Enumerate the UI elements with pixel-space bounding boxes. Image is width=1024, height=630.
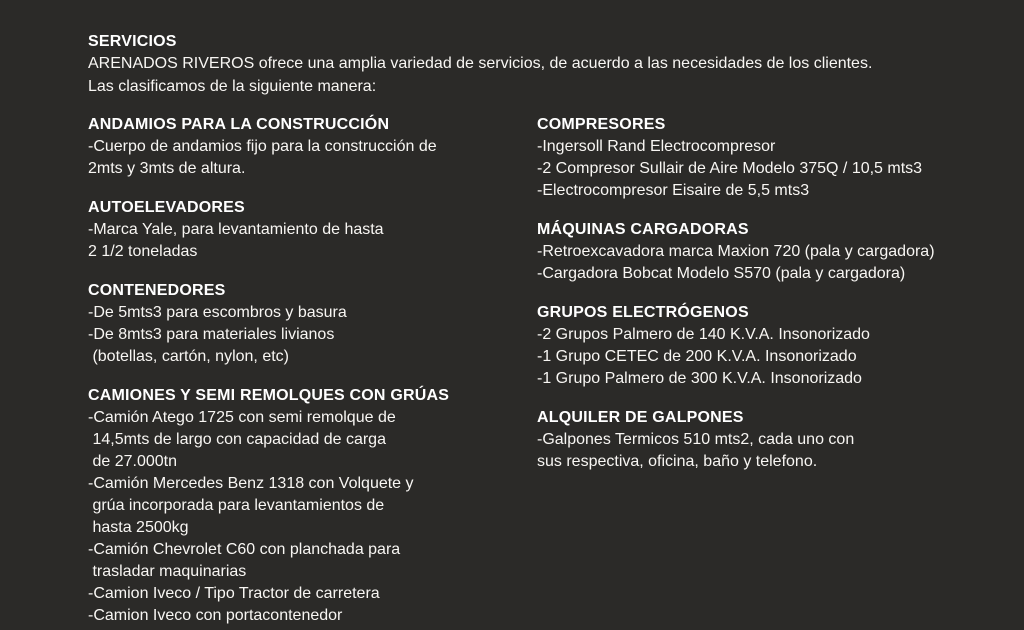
intro-line: Las clasificamos de la siguiente manera: [88, 77, 377, 95]
services-columns [88, 113, 1004, 627]
service-line: -2 Grupos Palmero de 140 K.V.A. Insonorizado [537, 326, 870, 343]
page-header [88, 30, 1004, 98]
service-line: de 27.000tn [88, 453, 177, 470]
service-line: -1 Grupo Palmero de 300 K.V.A. Insonorizado [537, 370, 862, 387]
service-line: -De 8mts3 para materiales livianos [88, 326, 335, 343]
service-line: -Cuerpo de andamios fijo para la construcción de [88, 138, 437, 155]
service-line: hasta 2500kg [88, 519, 189, 536]
section-heading: CONTENEDORES [88, 282, 226, 299]
intro-line: ARENADOS RIVEROS ofrece una amplia variedad de servicios, de acuerdo a las necesidades de los clientes. [88, 55, 873, 72]
section-heading: AUTOELEVADORES [88, 199, 245, 216]
right-column [537, 113, 1004, 473]
page-title: SERVICIOS [88, 33, 177, 50]
service-line: -Camión Mercedes Benz 1318 con Volquete y [88, 475, 414, 492]
service-line: trasladar maquinarias [88, 563, 247, 580]
service-line: -1 Grupo CETEC de 200 K.V.A. Insonorizado [537, 348, 857, 365]
section-heading: GRUPOS ELECTRÓGENOS [537, 304, 749, 321]
section-camiones [88, 384, 537, 627]
section-andamios [88, 113, 537, 180]
service-line: -Camión Chevrolet C60 con planchada para [88, 541, 401, 558]
service-line: 2mts y 3mts de altura. [88, 160, 246, 177]
service-line: -Camión Atego 1725 con semi remolque de [88, 409, 396, 426]
section-heading: COMPRESORES [537, 116, 666, 133]
section-heading: CAMIONES Y SEMI REMOLQUES CON GRÚAS [88, 387, 450, 404]
section-heading: MÁQUINAS CARGADORAS [537, 221, 749, 238]
service-line: -2 Compresor Sullair de Aire Modelo 375Q / 10,5 mts3 [537, 160, 923, 177]
section-contenedores [88, 279, 537, 368]
service-line: -Ingersoll Rand Electrocompresor [537, 138, 776, 155]
service-line: -Marca Yale, para levantamiento de hasta [88, 221, 384, 238]
section-heading: ANDAMIOS PARA LA CONSTRUCCIÓN [88, 116, 390, 133]
section-maquinas-cargadoras [537, 218, 1004, 285]
section-alquiler-galpones [537, 406, 1004, 473]
service-line: 2 1/2 toneladas [88, 243, 198, 260]
service-line: -Retroexcavadora marca Maxion 720 (pala y cargadora) [537, 243, 935, 260]
section-autoelevadores [88, 196, 537, 263]
service-line: -Electrocompresor Eisaire de 5,5 mts3 [537, 182, 810, 199]
service-line: (botellas, cartón, nylon, etc) [88, 348, 289, 365]
service-line: -Camion Iveco / Tipo Tractor de carretera [88, 585, 380, 602]
service-line: grúa incorporada para levantamientos de [88, 497, 385, 514]
section-heading: ALQUILER DE GALPONES [537, 409, 744, 426]
service-line: -Cargadora Bobcat Modelo S570 (pala y cargadora) [537, 265, 906, 282]
service-line: -De 5mts3 para escombros y basura [88, 304, 347, 321]
service-line: -Galpones Termicos 510 mts2, cada uno con [537, 431, 855, 448]
service-line: -Camion Iveco con portacontenedor [88, 607, 343, 624]
service-line: 14,5mts de largo con capacidad de carga [88, 431, 386, 448]
section-grupos-electrogenos [537, 301, 1004, 390]
section-compresores [537, 113, 1004, 202]
service-line: sus respectiva, oficina, baño y telefono. [537, 453, 818, 470]
left-column [88, 113, 537, 627]
